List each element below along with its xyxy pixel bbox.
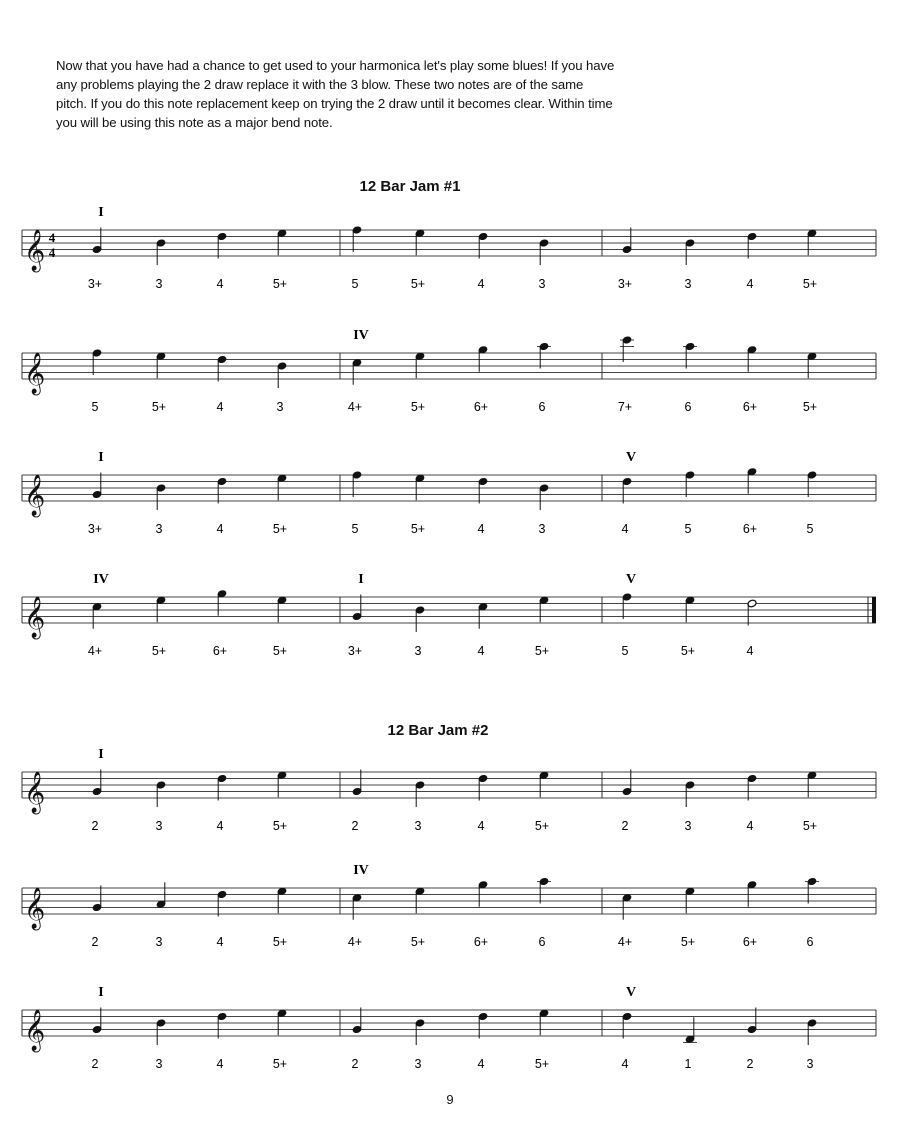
chord-symbol: I (98, 450, 104, 465)
harmonica-hole-label: 5 (351, 277, 359, 291)
harmonica-hole-label: 5+ (410, 522, 426, 536)
harmonica-hole-label: 3 (155, 522, 163, 536)
harmonica-hole-label: 2 (91, 819, 99, 833)
music-note (478, 477, 488, 503)
music-note (415, 887, 425, 913)
harmonica-hole-label: 5+ (151, 400, 167, 414)
music-note (539, 239, 549, 265)
music-note (415, 1019, 425, 1045)
harmonica-hole-label: 2 (91, 935, 99, 949)
music-note (478, 774, 488, 800)
music-note (478, 345, 488, 371)
final-bar-line (872, 597, 876, 623)
music-note (620, 336, 634, 362)
music-staff (0, 313, 900, 423)
music-note (277, 596, 287, 622)
harmonica-hole-label: 6+ (473, 400, 489, 414)
chord-symbol: V (625, 572, 637, 587)
treble-clef-icon: 𝄞 (24, 475, 46, 516)
harmonica-hole-label: 4 (216, 1057, 224, 1071)
harmonica-hole-label: 6+ (212, 644, 228, 658)
intro-line: any problems playing the 2 draw replace it with the 3 blow. These two notes are of the same (56, 77, 584, 92)
music-note (747, 232, 757, 258)
harmonica-hole-label: 5 (684, 522, 692, 536)
treble-clef-icon: 𝄞 (24, 597, 46, 638)
harmonica-hole-label: 4 (216, 400, 224, 414)
music-note (805, 877, 819, 903)
music-note (539, 1009, 549, 1035)
harmonica-hole-label: 4 (216, 522, 224, 536)
harmonica-hole-label: 4 (621, 522, 629, 536)
music-note (622, 770, 632, 796)
music-note (685, 239, 695, 265)
music-note (217, 355, 227, 381)
harmonica-hole-label: 4 (621, 1057, 629, 1071)
harmonica-hole-label: 6+ (742, 400, 758, 414)
harmonica-hole-label: 5+ (410, 400, 426, 414)
harmonica-hole-label: 6+ (742, 522, 758, 536)
music-note (352, 893, 362, 919)
music-staff (0, 732, 900, 842)
intro-line: Now that you have had a chance to get used to your harmonica let's play some blues! If you have (56, 58, 615, 73)
harmonica-hole-label: 3+ (617, 277, 633, 291)
music-note (92, 473, 102, 499)
harmonica-hole-label: 5+ (534, 644, 550, 658)
harmonica-hole-label: 5+ (680, 644, 696, 658)
harmonica-hole-label: 4 (216, 819, 224, 833)
music-note (217, 589, 227, 615)
music-note (352, 770, 362, 796)
music-note (683, 342, 697, 368)
harmonica-hole-label: 4+ (87, 644, 103, 658)
harmonica-hole-label: 5 (806, 522, 814, 536)
harmonica-hole-label: 2 (351, 819, 359, 833)
harmonica-hole-label: 5 (91, 400, 99, 414)
harmonica-hole-label: 6 (806, 935, 814, 949)
harmonica-hole-label: 6 (538, 935, 546, 949)
music-note (685, 887, 695, 913)
harmonica-hole-label: 5+ (534, 819, 550, 833)
harmonica-hole-label: 5+ (802, 400, 818, 414)
harmonica-hole-label: 4 (477, 644, 485, 658)
music-note (747, 345, 757, 371)
music-note (747, 467, 757, 493)
music-note (156, 596, 166, 622)
music-note (807, 352, 817, 378)
harmonica-hole-label: 4 (746, 819, 754, 833)
music-note (415, 229, 425, 255)
music-note (539, 484, 549, 510)
music-note (92, 349, 102, 375)
chord-symbol: IV (353, 328, 369, 343)
treble-clef-icon: 𝄞 (24, 353, 46, 394)
chord-symbol: V (625, 985, 637, 1000)
music-note (277, 887, 287, 913)
music-note (478, 232, 488, 258)
treble-clef-icon: 𝄞 (24, 1010, 46, 1051)
music-note (622, 893, 632, 919)
music-note (352, 226, 362, 252)
harmonica-hole-label: 1 (684, 1057, 692, 1071)
music-note (807, 771, 817, 797)
harmonica-hole-label: 5 (621, 644, 629, 658)
chord-symbol: IV (93, 572, 109, 587)
harmonica-hole-label: 3 (414, 1057, 422, 1071)
music-staff (0, 435, 900, 545)
music-note (747, 599, 757, 625)
music-note (539, 596, 549, 622)
harmonica-hole-label: 5+ (272, 277, 288, 291)
music-note (92, 770, 102, 796)
music-note (277, 229, 287, 255)
harmonica-hole-label: 3 (155, 819, 163, 833)
harmonica-hole-label: 3 (155, 1057, 163, 1071)
harmonica-hole-label: 4 (746, 644, 754, 658)
harmonica-hole-label: 4 (746, 277, 754, 291)
harmonica-hole-label: 3 (155, 935, 163, 949)
music-note (277, 1009, 287, 1035)
music-staff (0, 848, 900, 958)
harmonica-hole-label: 3 (155, 277, 163, 291)
music-staff (0, 970, 900, 1080)
harmonica-hole-label: 4 (216, 277, 224, 291)
intro-line: you will be using this note as a major bend note. (56, 115, 333, 130)
music-note (478, 880, 488, 906)
harmonica-hole-label: 5+ (410, 935, 426, 949)
time-signature-bottom: 4 (48, 245, 56, 260)
music-note (217, 477, 227, 503)
harmonica-hole-label: 2 (91, 1057, 99, 1071)
music-note (352, 358, 362, 384)
song-title: 12 Bar Jam #1 (359, 178, 461, 195)
harmonica-hole-label: 3+ (87, 522, 103, 536)
treble-clef-icon: 𝄞 (24, 230, 46, 271)
music-note (622, 1012, 632, 1038)
harmonica-hole-label: 3 (414, 819, 422, 833)
music-note (807, 1019, 817, 1045)
music-note (807, 229, 817, 255)
music-note (539, 771, 549, 797)
harmonica-hole-label: 3+ (87, 277, 103, 291)
harmonica-hole-label: 3 (538, 522, 546, 536)
harmonica-hole-label: 4 (477, 277, 485, 291)
music-note (277, 474, 287, 500)
music-note (156, 882, 166, 908)
harmonica-hole-label: 5+ (272, 1057, 288, 1071)
music-note (217, 1012, 227, 1038)
music-note (537, 877, 551, 903)
harmonica-hole-label: 3 (538, 277, 546, 291)
harmonica-hole-label: 5+ (151, 644, 167, 658)
chord-symbol: IV (353, 863, 369, 878)
music-note (352, 471, 362, 497)
chord-symbol: I (98, 747, 104, 762)
music-note (683, 1017, 697, 1043)
chord-symbol: I (358, 572, 364, 587)
harmonica-hole-label: 5+ (534, 1057, 550, 1071)
music-note (156, 239, 166, 265)
harmonica-hole-label: 3+ (347, 644, 363, 658)
harmonica-hole-label: 3 (806, 1057, 814, 1071)
music-note (537, 342, 551, 368)
harmonica-hole-label: 5+ (272, 644, 288, 658)
music-note (622, 593, 632, 619)
music-note (92, 1008, 102, 1034)
music-note (217, 232, 227, 258)
harmonica-hole-label: 2 (746, 1057, 754, 1071)
music-note (92, 602, 102, 628)
harmonica-hole-label: 5 (351, 522, 359, 536)
music-note (415, 781, 425, 807)
music-note (352, 1008, 362, 1034)
music-note (156, 484, 166, 510)
music-note (685, 471, 695, 497)
harmonica-hole-label: 5+ (802, 277, 818, 291)
music-note (415, 606, 425, 632)
harmonica-hole-label: 5+ (802, 819, 818, 833)
music-note (622, 228, 632, 254)
harmonica-hole-label: 4 (477, 819, 485, 833)
harmonica-hole-label: 5+ (410, 277, 426, 291)
harmonica-hole-label: 7+ (617, 400, 633, 414)
music-note (807, 471, 817, 497)
harmonica-hole-label: 5+ (272, 819, 288, 833)
harmonica-hole-label: 4+ (347, 935, 363, 949)
music-note (747, 880, 757, 906)
page-number: 9 (446, 1092, 454, 1107)
music-note (415, 474, 425, 500)
harmonica-hole-label: 4 (216, 935, 224, 949)
intro-line: pitch. If you do this note replacement keep on trying the 2 draw until it becomes clear. Within time (56, 96, 613, 111)
harmonica-hole-label: 6 (538, 400, 546, 414)
music-note (478, 602, 488, 628)
harmonica-hole-label: 5+ (272, 935, 288, 949)
harmonica-hole-label: 5+ (272, 522, 288, 536)
music-note (685, 781, 695, 807)
music-staff (0, 190, 900, 300)
intro-paragraph (56, 56, 836, 132)
song-title: 12 Bar Jam #2 (387, 722, 489, 739)
music-note (156, 781, 166, 807)
harmonica-hole-label: 3 (276, 400, 284, 414)
chord-symbol: I (98, 205, 104, 220)
music-note (92, 886, 102, 912)
music-note (622, 477, 632, 503)
harmonica-hole-label: 5+ (680, 935, 696, 949)
music-note (217, 890, 227, 916)
harmonica-hole-label: 4 (477, 1057, 485, 1071)
chord-symbol: V (625, 450, 637, 465)
harmonica-hole-label: 3 (684, 819, 692, 833)
music-note (92, 228, 102, 254)
music-note (277, 362, 287, 388)
harmonica-hole-label: 2 (351, 1057, 359, 1071)
music-note (217, 774, 227, 800)
harmonica-hole-label: 3 (414, 644, 422, 658)
music-note (156, 1019, 166, 1045)
treble-clef-icon: 𝄞 (24, 772, 46, 813)
time-signature-top: 4 (48, 230, 56, 245)
harmonica-hole-label: 4+ (617, 935, 633, 949)
music-note (747, 1008, 757, 1034)
music-staff (0, 557, 900, 667)
harmonica-hole-label: 4+ (347, 400, 363, 414)
harmonica-hole-label: 4 (477, 522, 485, 536)
music-note (747, 774, 757, 800)
harmonica-hole-label: 3 (684, 277, 692, 291)
music-note (277, 771, 287, 797)
harmonica-hole-label: 6+ (742, 935, 758, 949)
music-note (415, 352, 425, 378)
music-note (685, 596, 695, 622)
chord-symbol: I (98, 985, 104, 1000)
treble-clef-icon: 𝄞 (24, 888, 46, 929)
music-note (478, 1012, 488, 1038)
harmonica-hole-label: 6 (684, 400, 692, 414)
music-note (352, 595, 362, 621)
harmonica-hole-label: 6+ (473, 935, 489, 949)
music-note (156, 352, 166, 378)
harmonica-hole-label: 2 (621, 819, 629, 833)
